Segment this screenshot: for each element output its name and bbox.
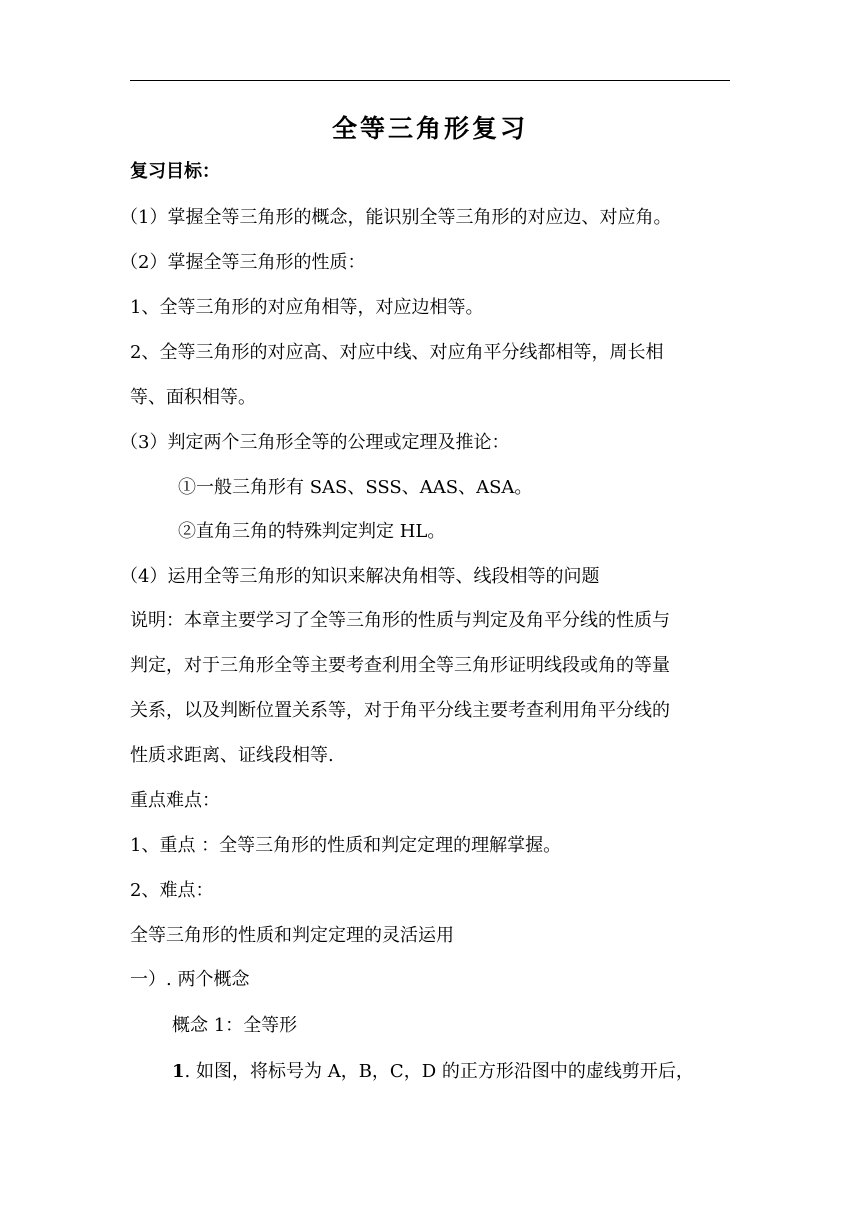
rule-right-triangles: ②直角三角的特殊判定判定 HL。 — [178, 521, 446, 542]
goal-3: （3）判定两个三角形全等的公理或定理及推论： — [120, 432, 510, 453]
concept-1 — [172, 1014, 297, 1038]
question-text: . 如图，将标号为 A，B，C，D 的正方形沿图中的虚线剪开后， — [184, 1061, 694, 1082]
concept-label: 概念 1： — [172, 1015, 244, 1036]
section-heading: 一）. 两个概念 — [130, 969, 250, 990]
note-line-2: 判定，对于三角形全等主要考查利用全等三角形证明线段或角的等量 — [130, 655, 670, 676]
key-point: 1、重点 ：全等三角形的性质和判定定理的理解掌握。 — [130, 835, 562, 856]
page-title: 全等三角形复习 — [331, 114, 528, 143]
goal-4: （4）运用全等三角形的知识来解决角相等、线段相等的问题 — [120, 566, 600, 587]
property-2-line-2: 等、面积相等。 — [130, 387, 256, 408]
note-line-3: 关系，以及判断位置关系等，对于角平分线主要考查利用角平分线的 — [130, 700, 670, 721]
note-line-4: 性质求距离、证线段相等. — [130, 745, 334, 766]
goals-heading: 复习目标： — [130, 161, 220, 182]
difficult-point: 全等三角形的性质和判定定理的灵活运用 — [130, 925, 454, 946]
goal-2: （2）掌握全等三角形的性质： — [120, 252, 366, 273]
question-number: 1 — [172, 1061, 185, 1082]
question-1 — [172, 1060, 694, 1084]
rule-general-triangles: ①一般三角形有 SAS、SSS、AAS、ASA。 — [178, 477, 533, 498]
difficult-label: 2、难点： — [130, 880, 214, 901]
property-2-line-1: 2、全等三角形的对应高、对应中线、对应角平分线都相等，周长相 — [130, 342, 664, 363]
note-line-1: 说明：本章主要学习了全等三角形的性质与判定及角平分线的性质与 — [130, 610, 670, 631]
key-heading: 重点难点： — [130, 790, 220, 811]
goal-1: （1）掌握全等三角形的概念，能识别全等三角形的对应边、对应角。 — [120, 207, 672, 228]
property-1: 1、全等三角形的对应角相等，对应边相等。 — [130, 297, 484, 318]
header-rule — [130, 80, 730, 81]
concept-text: 全等形 — [243, 1015, 298, 1036]
